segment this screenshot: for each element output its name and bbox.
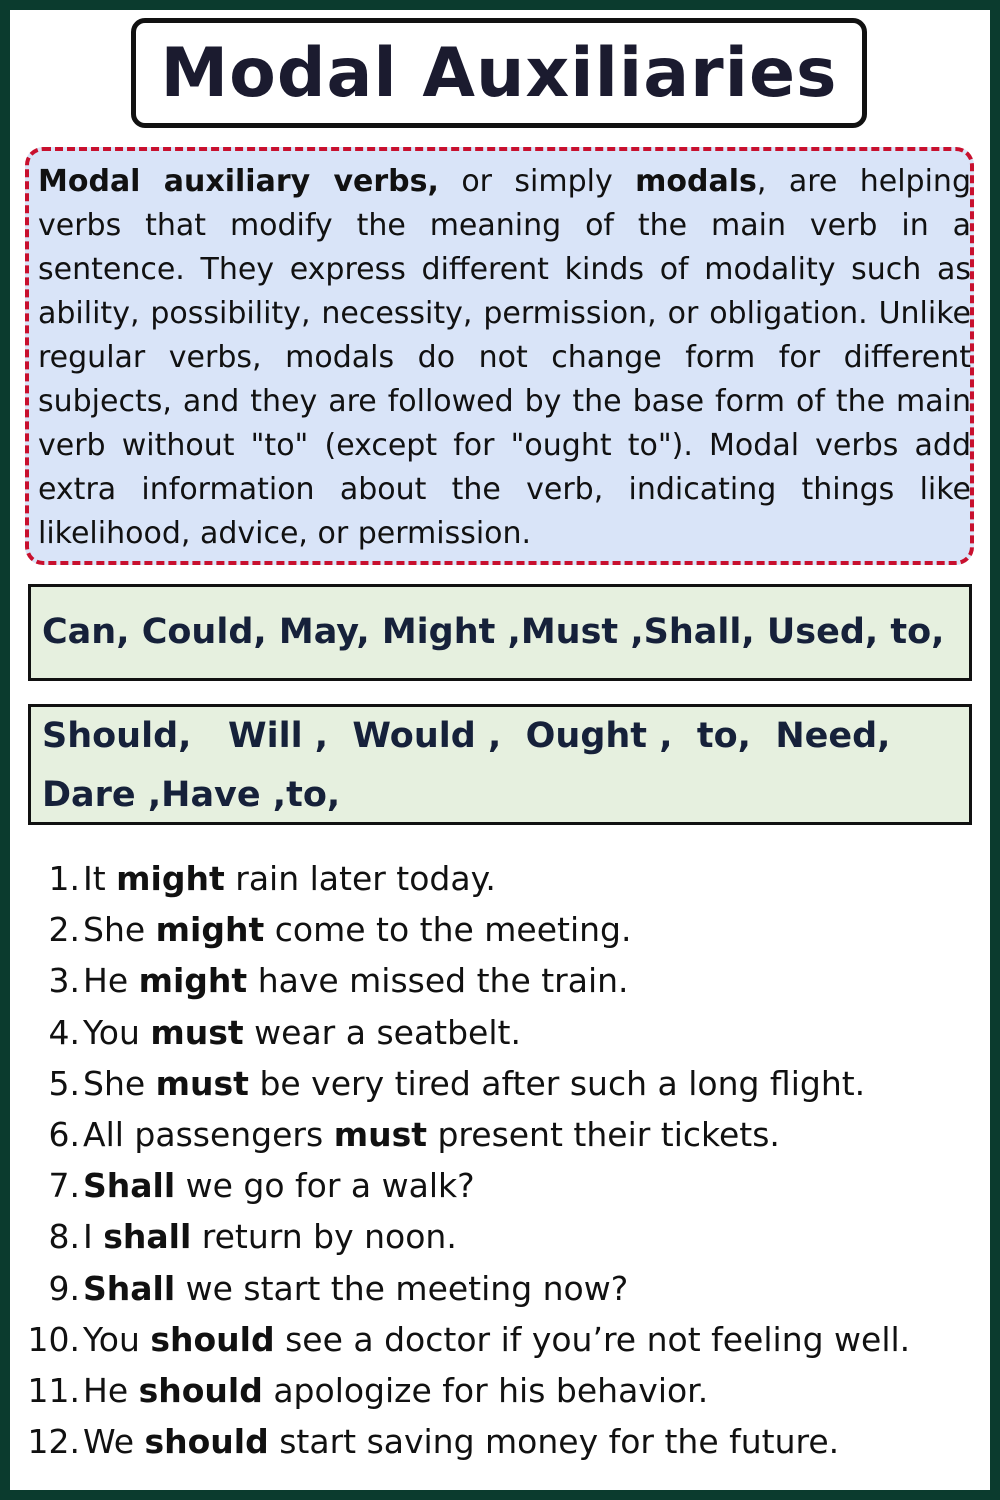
example-number: 7.	[48, 1166, 80, 1206]
example-sentence: We should start saving money for the future.	[83, 1422, 840, 1462]
example-modal-bold: Shall	[83, 1166, 176, 1206]
example-item	[10, 904, 990, 955]
example-number: 5.	[48, 1063, 80, 1103]
title-box	[131, 18, 867, 128]
example-sentence: You must wear a seatbelt.	[83, 1012, 521, 1052]
example-modal-bold: might	[155, 910, 265, 950]
example-modal-bold: Shall	[83, 1268, 176, 1308]
example-sentence: All passengers must present their tickets.	[83, 1114, 780, 1154]
intro-box	[25, 147, 974, 565]
example-modal-bold: must	[155, 1063, 249, 1103]
example-item	[10, 1007, 990, 1058]
example-item	[10, 1365, 990, 1416]
example-item	[10, 853, 990, 904]
intro-paragraph	[38, 160, 971, 556]
example-number: 1.	[48, 859, 80, 898]
example-item	[10, 1160, 990, 1211]
example-number: 11.	[27, 1370, 80, 1410]
example-sentence: She must be very tired after such a long flight.	[83, 1063, 866, 1103]
example-sentence: Shall we start the meeting now?	[83, 1268, 629, 1308]
example-number: 2.	[48, 910, 80, 950]
example-number: 8.	[48, 1217, 80, 1257]
page-title: Modal Auxiliaries	[160, 33, 838, 113]
example-number: 9.	[48, 1268, 80, 1308]
example-item	[10, 1416, 990, 1467]
example-item	[10, 1314, 990, 1365]
example-number: 12.	[27, 1422, 80, 1462]
example-number: 10.	[27, 1319, 80, 1359]
example-sentence: I shall return by noon.	[83, 1217, 457, 1257]
example-number: 3.	[48, 961, 80, 1001]
example-item	[10, 1058, 990, 1109]
intro-text-segment: or simply	[438, 164, 636, 199]
example-modal-bold: should	[144, 1422, 269, 1462]
example-list	[10, 853, 990, 1467]
example-sentence: It might rain later today.	[83, 859, 496, 898]
example-item	[10, 1263, 990, 1314]
example-modal-bold: should	[138, 1370, 263, 1410]
modal-list-box: Can, Could, May, Might ,Must ,Shall, Used, to,	[28, 584, 972, 681]
example-modal-bold: might	[116, 859, 225, 898]
example-modal-bold: should	[150, 1319, 275, 1359]
intro-text-segment: , are helping verbs that modify the meaning of the main verb in a sentence. They express different kinds of modality such as ability, possibility, necessity, permission, or obligation. Unlike regular verbs, modals do not change form for different subjects, and they are followed by the base form of the main verb without "to" (except for "ought to"). Modal verbs add extra information about the verb, indicating things like likelihood, advice, or permission.	[38, 164, 971, 551]
example-modal-bold: shall	[103, 1217, 192, 1257]
modal-list-box: Should, Will , Would , Ought , to, Need, Dare ,Have ,to,	[28, 704, 972, 825]
example-item	[10, 1211, 990, 1262]
example-number: 4.	[48, 1012, 80, 1052]
example-modal-bold: might	[138, 961, 248, 1001]
example-item	[10, 1109, 990, 1160]
example-sentence: He might have missed the train.	[83, 961, 629, 1001]
example-number: 6.	[48, 1114, 80, 1154]
example-item	[10, 955, 990, 1006]
example-sentence: Shall we go for a walk?	[83, 1166, 475, 1206]
example-modal-bold: must	[333, 1114, 427, 1154]
intro-term-bold: modals	[635, 164, 757, 199]
example-sentence: She might come to the meeting.	[83, 910, 632, 950]
example-sentence: You should see a doctor if you’re not feeling well.	[83, 1319, 911, 1359]
example-modal-bold: must	[150, 1012, 244, 1052]
example-sentence: He should apologize for his behavior.	[83, 1370, 709, 1410]
intro-term-bold: Modal auxiliary verbs,	[38, 164, 439, 199]
